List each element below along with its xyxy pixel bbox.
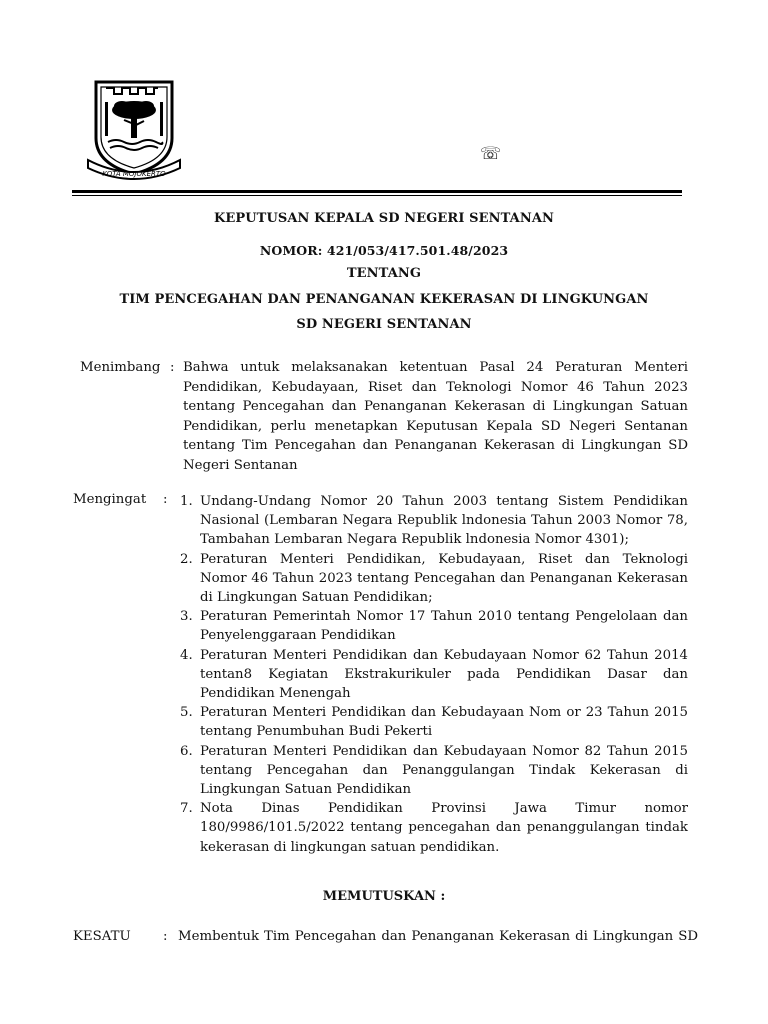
kesatu-text: Membentuk Tim Pencegahan dan Penanganan Kekerasan di Lingkungan SD — [178, 929, 698, 944]
list-item-text: Peraturan Menteri Pendidikan dan Kebudayaan Nom or 23 Tahun 2015 tentang Penumbuhan Budi Pekerti — [200, 705, 688, 740]
list-item-text: Peraturan Pemerintah Nomor 17 Tahun 2010 tentang Pengelolaan dan Penyelenggaraan Pendidikan — [200, 609, 688, 644]
subject-line-1: TIM PENCEGAHAN DAN PENANGANAN KEKERASAN DI LINGKUNGAN — [119, 292, 649, 307]
list-item-number: 6. — [180, 743, 193, 759]
list-item-text: Peraturan Menteri Pendidikan dan Kebudayaan Nomor 82 Tahun 2015 tentang Pencegahan dan Penanggulangan Tindak Kekerasan di Lingkungan Satuan Pendidikan — [200, 743, 688, 798]
menimbang-label: Menimbang — [80, 360, 161, 375]
document-title: KEPUTUSAN KEPALA SD NEGERI SENTANAN — [213, 211, 555, 226]
list-item-number: 4. — [180, 647, 193, 663]
list-item — [180, 742, 688, 800]
list-item-number: 5. — [180, 705, 193, 721]
list-item-number: 3. — [180, 609, 193, 625]
letterhead-rule-thin — [72, 195, 682, 196]
list-item-number: 7. — [180, 801, 193, 817]
subject-line-2: SD NEGERI SENTANAN — [296, 317, 472, 332]
telephone-icon: ☏ — [480, 144, 502, 164]
menimbang-text: Bahwa untuk melaksanakan ketentuan Pasal 24 Peraturan Menteri Pendidikan, Kebudayaan, Riset dan Teknologi Nomor 46 Tahun 2023 tentang Pencegahan dan Penanganan Kekerasan di Lingkungan Satuan Pendidikan, perlu menetapkan Keputusan Kepala SD Negeri Sentanan tentang Tim Pencegahan dan Penanganan Kekerasan di Lingkungan SD Negeri Sentanan — [183, 360, 688, 473]
list-item-text: Peraturan Menteri Pendidikan, Kebudayaan, Riset dan Teknologi Nomor 46 Tahun 2023 tentang Pencegahan dan Penanganan Kekerasan di Lingkungan Satuan Pendidikan; — [200, 551, 688, 606]
list-item-number: 2. — [180, 551, 193, 567]
kota-mojokerto-crest-icon — [86, 76, 182, 186]
list-item — [180, 646, 688, 704]
mengingat-label: Mengingat — [73, 492, 147, 507]
memutuskan-heading: MEMUTUSKAN : — [322, 889, 446, 904]
mengingat-list — [180, 492, 688, 857]
list-item — [180, 607, 688, 645]
document-number: NOMOR: 421/053/417.501.48/2023 — [259, 243, 509, 258]
list-item — [180, 550, 688, 608]
list-item-text: Nota Dinas Pendidikan Provinsi Jawa Timur nomor 180/9986/101.5/2022 tentang pencegahan dan penanggulangan tindak kekerasan di lingkungan satuan pendidikan. — [200, 801, 688, 855]
kesatu-colon: : — [163, 929, 168, 944]
tentang-heading: TENTANG — [346, 266, 422, 281]
list-item-number: 1. — [180, 494, 193, 509]
mengingat-colon: : — [163, 492, 168, 507]
kesatu-label: KESATU — [73, 929, 131, 944]
list-item — [180, 492, 688, 550]
menimbang-colon: : — [170, 360, 175, 375]
list-item-text: Undang-Undang Nomor 20 Tahun 2003 tentang Sistem Pendidikan Nasional (Lembaran Negara Republik lndonesia Tahun 2003 Nomor 78, Tambahan Lembaran Negara Republik lndonesia Nomor 4301); — [200, 494, 688, 548]
letterhead-rule — [72, 190, 682, 193]
list-item-text: Peraturan Menteri Pendidikan dan Kebudayaan Nomor 62 Tahun 2014 tentan8 Kegiatan Ekstrakurikuler pada Pendidikan Dasar dan Pendidikan Menengah — [200, 647, 688, 702]
list-item — [180, 703, 688, 741]
list-item — [180, 799, 688, 857]
crest-ribbon-text: KOTA MOJOKERTO — [102, 170, 166, 178]
